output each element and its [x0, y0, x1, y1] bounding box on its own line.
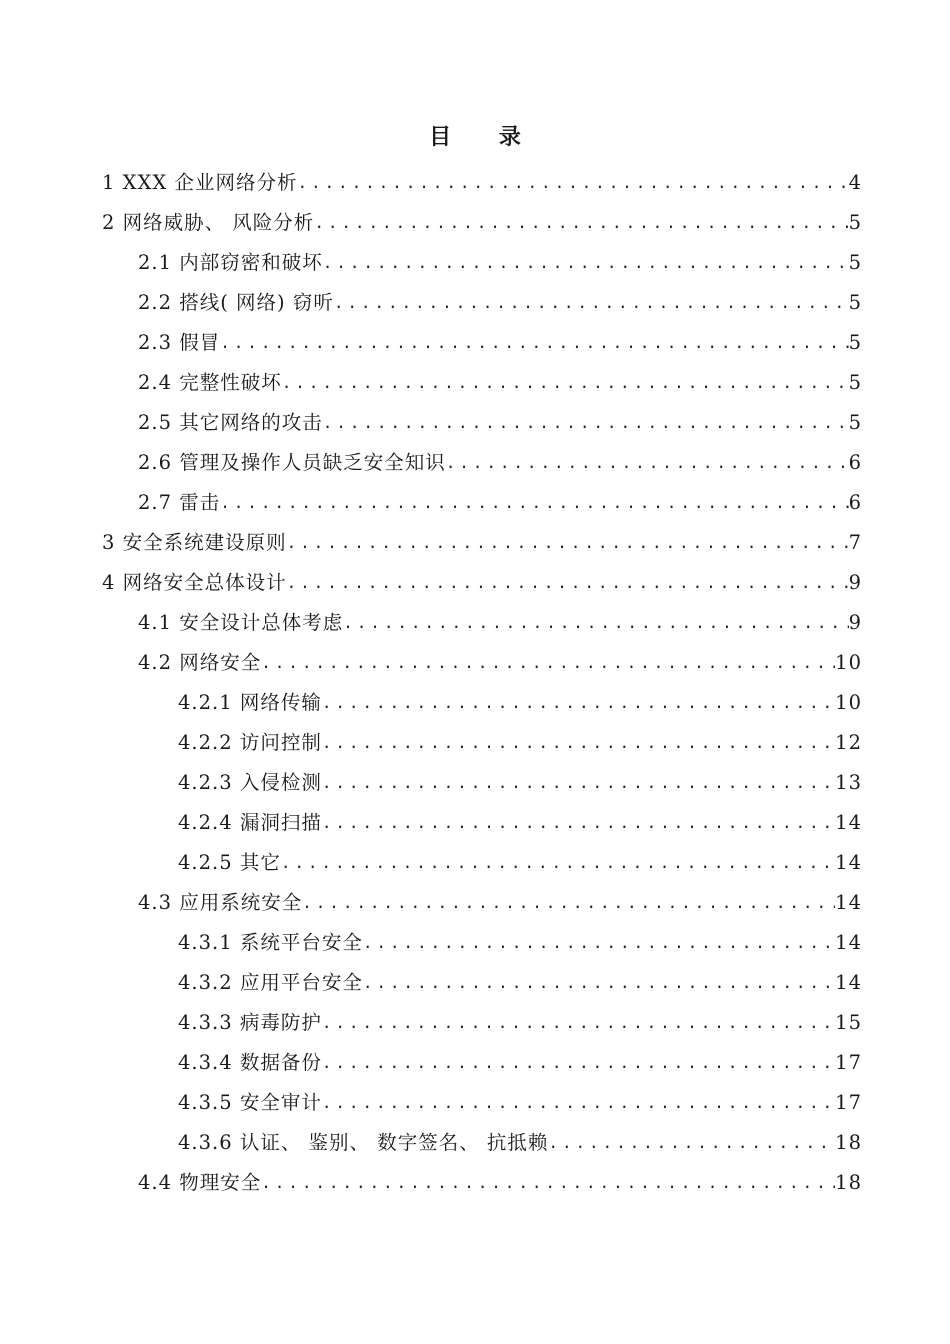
toc-entry[interactable] — [102, 558, 862, 598]
toc-dot-leader — [548, 1130, 835, 1158]
toc-dot-leader — [314, 210, 848, 238]
toc-entry-label: 4.3.4 数据备份 — [178, 1051, 322, 1074]
toc-entry-label: 4.2.5 其它 — [178, 851, 281, 874]
toc-dot-leader — [322, 730, 835, 758]
toc-dot-leader — [220, 490, 848, 518]
toc-entry-label: 4.3.3 病毒防护 — [178, 1011, 322, 1034]
toc-entry-label: 4.2.2 访问控制 — [178, 731, 322, 754]
toc-entry-page: 14 — [835, 931, 862, 954]
toc-entry[interactable] — [178, 998, 862, 1038]
toc-dot-leader — [322, 1010, 835, 1038]
toc-entry-label: 2.7 雷击 — [138, 491, 221, 514]
toc-entry-label: 4.3.5 安全审计 — [178, 1091, 322, 1114]
toc-dot-leader — [287, 570, 849, 598]
toc-entry-page: 10 — [835, 651, 862, 674]
toc-entry-page: 5 — [848, 211, 862, 234]
toc-dot-leader — [261, 650, 835, 678]
toc-entry[interactable] — [102, 518, 862, 558]
toc-entry[interactable] — [138, 438, 862, 478]
toc-entry-label: 2.2 搭线( 网络) 窃听 — [138, 291, 334, 314]
toc-entry-page: 14 — [835, 811, 862, 834]
toc-entry[interactable] — [138, 598, 862, 638]
toc-dot-leader — [297, 170, 848, 198]
toc-dot-leader — [261, 1170, 835, 1198]
toc-dot-leader — [302, 890, 835, 918]
toc-entry[interactable] — [178, 718, 862, 758]
toc-entry-page: 4 — [848, 171, 862, 194]
toc-entry[interactable] — [178, 798, 862, 838]
toc-entry-page: 5 — [848, 371, 862, 394]
toc-dot-leader — [363, 930, 835, 958]
toc-entry[interactable] — [138, 1158, 862, 1198]
toc-entry[interactable] — [138, 638, 862, 678]
toc-dot-leader — [220, 330, 848, 358]
toc-dot-leader — [322, 810, 835, 838]
toc-dot-leader — [322, 690, 835, 718]
toc-entry-label: 4.2.1 网络传输 — [178, 691, 322, 714]
toc-dot-leader — [323, 250, 849, 278]
toc-entry-label: 4.4 物理安全 — [138, 1171, 262, 1194]
toc-entry-label: 4.3 应用系统安全 — [138, 891, 303, 914]
toc-dot-leader — [282, 370, 849, 398]
toc-entry-page: 13 — [835, 771, 862, 794]
toc-dot-leader — [322, 1090, 835, 1118]
toc-entry[interactable] — [138, 878, 862, 918]
toc-entry-page: 17 — [835, 1091, 862, 1114]
toc-entry-page: 5 — [848, 251, 862, 274]
toc-entry-page: 14 — [835, 851, 862, 874]
toc-entry[interactable] — [178, 918, 862, 958]
toc-dot-leader — [322, 1050, 835, 1078]
toc-entry-label: 2.4 完整性破坏 — [138, 371, 282, 394]
toc-entry-page: 5 — [848, 411, 862, 434]
toc-entry-label: 2.5 其它网络的攻击 — [138, 411, 323, 434]
toc-entry-label: 4.1 安全设计总体考虑 — [138, 611, 344, 634]
toc-entry-page: 6 — [848, 491, 862, 514]
toc-entry-page: 7 — [848, 531, 862, 554]
toc-entry-label: 4 网络安全总体设计 — [102, 571, 287, 594]
toc-entry[interactable] — [138, 398, 862, 438]
toc-entry-page: 14 — [835, 971, 862, 994]
toc-dot-leader — [323, 410, 849, 438]
toc-entry-page: 17 — [835, 1051, 862, 1074]
toc-entry[interactable] — [178, 1038, 862, 1078]
toc-entry-page: 15 — [835, 1011, 862, 1034]
toc-entry-page: 5 — [848, 331, 862, 354]
toc-dot-leader — [281, 850, 835, 878]
toc-entry-label: 4.3.2 应用平台安全 — [178, 971, 363, 994]
toc-entry-label: 2.3 假冒 — [138, 331, 221, 354]
toc-entry-page: 12 — [835, 731, 862, 754]
toc-entry[interactable] — [138, 318, 862, 358]
toc-entry[interactable] — [138, 278, 862, 318]
toc-entry[interactable] — [138, 238, 862, 278]
toc-entry-label: 4.3.6 认证、 鉴别、 数字签名、 抗抵赖 — [178, 1131, 549, 1154]
toc-entry-label: 4.3.1 系统平台安全 — [178, 931, 363, 954]
toc-dot-leader — [446, 450, 849, 478]
toc-title: 目 录 — [429, 124, 541, 150]
toc-dot-leader — [287, 530, 849, 558]
toc-entry-label: 2.1 内部窃密和破坏 — [138, 251, 323, 274]
toc-entry[interactable] — [102, 198, 862, 238]
toc-entry[interactable] — [178, 838, 862, 878]
toc-entry-label: 4.2 网络安全 — [138, 651, 262, 674]
toc-entry[interactable] — [102, 158, 862, 198]
toc-dot-leader — [343, 610, 848, 638]
toc-entry-label: 2.6 管理及操作人员缺乏安全知识 — [138, 451, 446, 474]
toc-dot-leader — [334, 290, 849, 318]
toc-entry[interactable] — [138, 478, 862, 518]
toc-entry-label: 3 安全系统建设原则 — [102, 531, 287, 554]
toc-entry-page: 10 — [835, 691, 862, 714]
toc-entry-page: 9 — [848, 611, 862, 634]
toc-entry-label: 2 网络威胁、 风险分析 — [102, 211, 315, 234]
toc-dot-leader — [363, 970, 835, 998]
toc-entry[interactable] — [178, 678, 862, 718]
toc-entry-page: 5 — [848, 291, 862, 314]
toc-entry-page: 9 — [848, 571, 862, 594]
toc-entry[interactable] — [178, 758, 862, 798]
toc-entry-label: 4.2.3 入侵检测 — [178, 771, 322, 794]
toc-entry-page: 14 — [835, 891, 862, 914]
toc-entry[interactable] — [138, 358, 862, 398]
toc-entry-label: 1 XXX 企业网络分析 — [102, 171, 298, 194]
toc-entry-page: 18 — [835, 1171, 862, 1194]
toc-entry-label: 4.2.4 漏洞扫描 — [178, 811, 322, 834]
toc-dot-leader — [322, 770, 835, 798]
toc-entry-page: 6 — [848, 451, 862, 474]
toc-entry[interactable] — [178, 958, 862, 998]
toc-entry[interactable] — [178, 1078, 862, 1118]
toc-entry[interactable] — [178, 1118, 862, 1158]
toc-entry-page: 18 — [835, 1131, 862, 1154]
